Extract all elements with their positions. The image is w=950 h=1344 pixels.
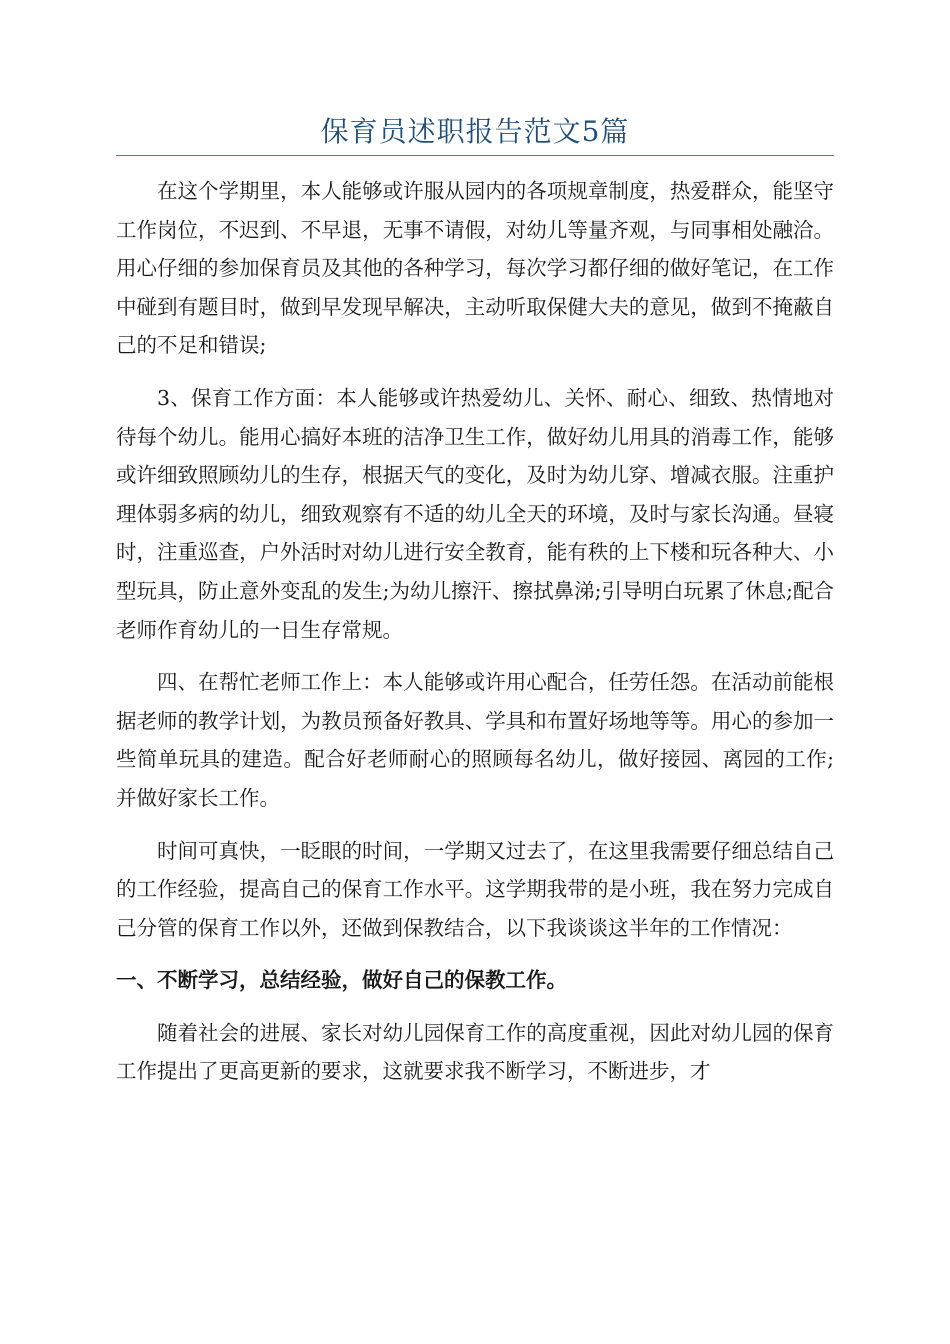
paragraph-5: 随着社会的进展、家长对幼儿园保育工作的高度重视，因此对幼儿园的保育工作提出了更高更新的要求，这就要求我不断学习，不断进步，才 xyxy=(116,1020,834,1084)
paragraph-1: 在这个学期里，本人能够或许服从园内的各项规章制度，热爱群众，能坚守工作岗位，不迟到、不早退，无事不请假，对幼儿等量齐观，与同事相处融洽。用心仔细的参加保育员及其他的各种学习，每次学习都仔细的做好笔记，在工作中碰到有题目时，做到早发现早解决，主动听取保健大夫的意见，做到不掩蔽自己的不足和错误; xyxy=(116,179,834,358)
paragraph-4: 时间可真快，一眨眼的时间，一学期又过去了，在这里我需要仔细总结自己的工作经验，提高自己的保育工作水平。这学期我带的是小班，我在努力完成自己分管的保育工作以外，还做到保教结合，以下我谈谈这半年的工作情况： xyxy=(116,838,834,940)
document-title: 保育员述职报告范文5篇 xyxy=(320,115,630,148)
paragraph-3: 四、在帮忙老师工作上：本人能够或许用心配合，任劳任怨。在活动前能根据老师的教学计划，为教员预备好教具、学具和布置好场地等等。用心的参加一些简单玩具的建造。配合好老师耐心的照顾每名幼儿，做好接园、离园的工作;并做好家长工作。 xyxy=(116,670,834,810)
paragraph-2: 3、保育工作方面：本人能够或许热爱幼儿、关怀、耐心、细致、热情地对待每个幼儿。能用心搞好本班的洁净卫生工作，做好幼儿用具的消毒工作，能够或许细致照顾幼儿的生存，根据天气的变化，及时为幼儿穿、增减衣服。注重护理体弱多病的幼儿，细致观察有不适的幼儿全天的环境，及时与家长沟通。昼寝时，注重巡查，户外活时对幼儿进行安全教育，能有秩的上下楼和玩各种大、小型玩具，防止意外变乱的发生;为幼儿擦汗、擦拭鼻涕;引导明白玩累了休息;配合老师作育幼儿的一日生存常规。 xyxy=(116,385,834,642)
title-underline xyxy=(116,155,834,156)
section-heading: 一、不断学习，总结经验，做好自己的保教工作。 xyxy=(116,968,567,993)
document-body xyxy=(116,172,834,1105)
